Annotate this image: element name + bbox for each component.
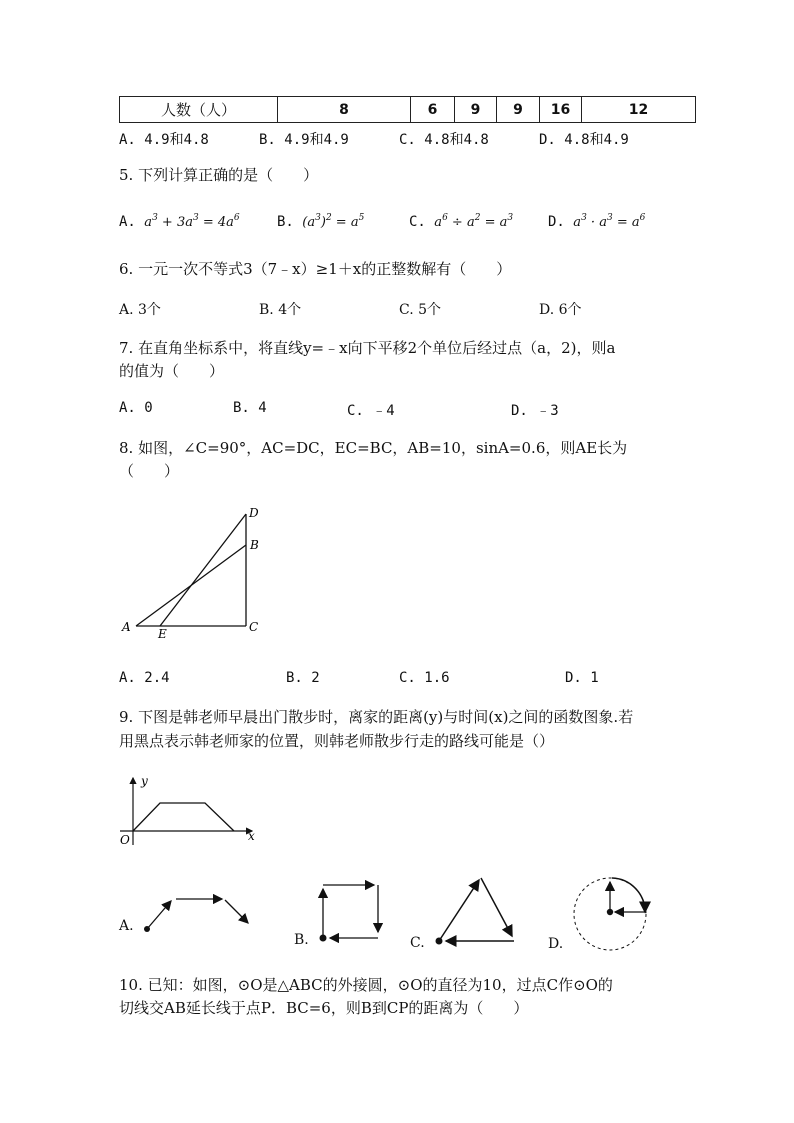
label-e: E bbox=[158, 627, 167, 641]
q5-stem: 5. 下列计算正确的是（ ） bbox=[119, 166, 319, 184]
q5-formula-a: $a^3 + 3a^3 = 4a^6$ bbox=[144, 213, 240, 230]
table-cell: 6 bbox=[411, 97, 455, 123]
q8-option-d[interactable]: D. 1 bbox=[565, 670, 599, 686]
q9-path-c bbox=[436, 878, 515, 945]
arrow-segment bbox=[225, 900, 248, 923]
q4-option-c[interactable]: C. 4.8和4.8 bbox=[399, 132, 489, 148]
q10-stem-line2: 切线交AB延长线于点P．BC=6，则B到CP的距离为（ ） bbox=[119, 999, 529, 1017]
table-cell: 16 bbox=[540, 97, 582, 123]
q7-stem-line1: 7. 在直角坐标系中，将直线y=﹣x向下平移2个单位后经过点（a，2)，则a bbox=[119, 339, 616, 357]
q7-option-c[interactable]: C. ﹣4 bbox=[347, 403, 395, 419]
table-header-cell: 人数（人） bbox=[120, 97, 278, 123]
arc-segment bbox=[612, 878, 645, 912]
q8-stem-line2: （ ） bbox=[119, 462, 180, 480]
q10-stem-line1: 10. 已知：如图，⊙O是△ABC的外接圆，⊙O的直径为10，过点C作⊙O的 bbox=[119, 976, 613, 994]
table-cell: 12 bbox=[582, 97, 696, 123]
label-c: C bbox=[249, 620, 259, 634]
table-cell: 9 bbox=[497, 97, 540, 123]
distance-curve bbox=[133, 803, 234, 831]
q7-option-b[interactable]: B. 4 bbox=[233, 400, 267, 416]
arrow-segment bbox=[481, 878, 512, 936]
q9-option-d[interactable]: D. bbox=[548, 936, 564, 952]
label-origin: O bbox=[120, 833, 130, 847]
q6-option-b[interactable]: B. 4个 bbox=[259, 302, 302, 318]
table-cell: 9 bbox=[455, 97, 497, 123]
arrow-segment bbox=[439, 880, 479, 941]
q9-path-d bbox=[574, 878, 646, 950]
label-x: x bbox=[248, 829, 255, 843]
q6-option-d[interactable]: D. 6个 bbox=[539, 302, 582, 318]
q5-formula-b: $(a^3)^2 = a^5$ bbox=[302, 213, 365, 230]
q7-option-d[interactable]: D. ﹣3 bbox=[511, 403, 559, 419]
q9-option-c[interactable]: C. bbox=[410, 935, 425, 951]
label-y: y bbox=[141, 774, 148, 788]
arrow-segment bbox=[147, 901, 171, 929]
q9-option-b[interactable]: B. bbox=[294, 932, 309, 948]
q8-option-a[interactable]: A. 2.4 bbox=[119, 670, 170, 686]
q5-formula-d: $a^3 \cdot a^3 = a^6$ bbox=[573, 213, 646, 230]
q4-option-b[interactable]: B. 4.9和4.9 bbox=[259, 132, 349, 148]
table-cell: 8 bbox=[278, 97, 411, 123]
q9-stem-line1: 9. 下图是韩老师早晨出门散步时，离家的距离(y)与时间(x)之间的函数图象.若 bbox=[119, 708, 634, 726]
label-b: B bbox=[250, 538, 259, 552]
option-letter: C. bbox=[409, 214, 426, 230]
option-letter: D. bbox=[548, 214, 565, 230]
q5-formula-c: $a^6 \div a^2 = a^3$ bbox=[434, 213, 514, 230]
q4-option-d[interactable]: D. 4.8和4.9 bbox=[539, 132, 629, 148]
q6-option-c[interactable]: C. 5个 bbox=[399, 302, 442, 318]
q6-stem: 6. 一元一次不等式3（7﹣x）≥1＋x的正整数解有（ ） bbox=[119, 260, 512, 278]
q7-option-a[interactable]: A. 0 bbox=[119, 400, 153, 416]
q4-option-a[interactable]: A. 4.9和4.8 bbox=[119, 132, 209, 148]
label-a: A bbox=[122, 620, 131, 634]
q7-stem-line2: 的值为（ ） bbox=[119, 362, 225, 380]
q8-option-c[interactable]: C. 1.6 bbox=[399, 670, 450, 686]
q9-path-b bbox=[320, 885, 379, 942]
q9-path-a bbox=[144, 899, 248, 932]
q8-stem-line1: 8. 如图，∠C=90°，AC=DC，EC=BC，AB=10，sinA=0.6，则AE长为 bbox=[119, 439, 628, 457]
q6-option-a[interactable]: A. 3个 bbox=[119, 302, 161, 318]
q9-stem-line2: 用黑点表示韩老师家的位置，则韩老师散步行走的路线可能是（） bbox=[119, 732, 555, 750]
label-d: D bbox=[249, 506, 259, 520]
q8-option-b[interactable]: B. 2 bbox=[286, 670, 320, 686]
option-letter: B. bbox=[277, 214, 294, 230]
q9-option-a[interactable]: A. bbox=[119, 918, 134, 934]
option-letter: A. bbox=[119, 214, 136, 230]
